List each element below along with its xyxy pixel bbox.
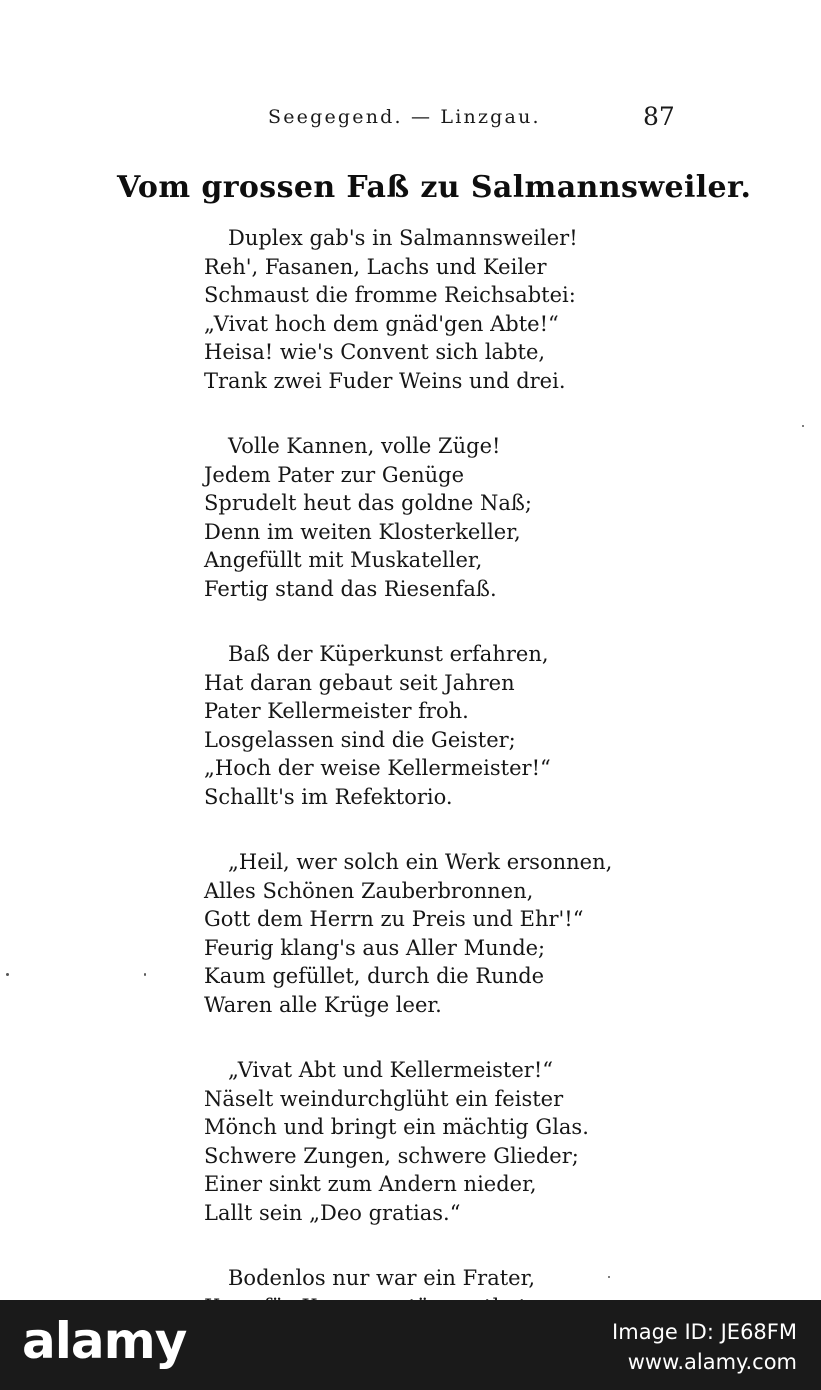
print-speck — [802, 425, 804, 427]
verse-line: Jedem Pater zur Genüge — [204, 462, 465, 487]
verse-line: Denn im weiten Klosterkeller, — [204, 519, 521, 544]
verse-line: Schwere Zungen, schwere Glieder; — [204, 1143, 579, 1168]
verse-line: Angefüllt mit Muskateller, — [204, 548, 483, 572]
stanza — [204, 1056, 624, 1227]
verse-line: Näselt weindurchglüht ein feister — [204, 1086, 564, 1111]
verse-line: Trank zwei Fuder Weins und drei. — [204, 368, 566, 393]
running-head: Seegegend. — Linzgau. — [268, 106, 541, 128]
verse-line: Lallt sein „Deo gratias.“ — [204, 1200, 461, 1225]
poem-body — [204, 224, 624, 1358]
verse-line: „Heil, wer solch ein Werk ersonnen, — [228, 850, 613, 874]
print-speck — [144, 973, 146, 976]
watermark-bar — [0, 1300, 821, 1390]
verse-line: Bodenlos nur war ein Frater, — [228, 1266, 536, 1290]
verse-line: Duplex gab's in Salmannsweiler! — [228, 226, 578, 250]
stock-logo: alamy — [22, 1312, 187, 1370]
verse-line: Baß der Küperkunst erfahren, — [228, 642, 549, 666]
stanza — [204, 432, 624, 603]
verse-line: Hat daran gebaut seit Jahren — [204, 670, 515, 695]
verse-line: Waren alle Krüge leer. — [204, 992, 442, 1017]
print-speck — [6, 973, 9, 976]
verse-line: Mönch und bringt ein mächtig Glas. — [204, 1115, 589, 1139]
verse-line: Alles Schönen Zauberbronnen, — [204, 878, 534, 903]
verse-line: „Hoch der weise Kellermeister!“ — [204, 756, 551, 780]
verse-line: Losgelassen sind die Geister; — [204, 727, 516, 752]
verse-line: „Vivat hoch dem gnäd'gen Abte!“ — [204, 311, 559, 336]
verse-line: Kaum gefüllet, durch die Runde — [204, 964, 545, 988]
stock-url: www.alamy.com — [627, 1350, 797, 1374]
verse-line: „Vivat Abt und Kellermeister!“ — [228, 1058, 553, 1082]
verse-line: Fertig stand das Riesenfaß. — [204, 576, 497, 601]
stanza — [204, 848, 624, 1019]
verse-line: Heisa! wie's Convent sich labte, — [204, 340, 546, 364]
print-speck — [608, 1276, 610, 1278]
verse-line: Pater Kellermeister froh. — [204, 699, 469, 723]
verse-line: Feurig klang's aus Aller Munde; — [204, 935, 546, 960]
page-number: 87 — [643, 102, 675, 131]
verse-line: Schmaust die fromme Reichsabtei: — [204, 283, 576, 307]
verse-line: Sprudelt heut das goldne Naß; — [204, 491, 532, 515]
stanza — [204, 224, 624, 395]
verse-line: Reh', Fasanen, Lachs und Keiler — [204, 254, 547, 279]
verse-line: Einer sinkt zum Andern nieder, — [204, 1172, 537, 1196]
image-id-label: Image ID: JE68FM — [612, 1320, 797, 1344]
verse-line: Volle Kannen, volle Züge! — [228, 434, 501, 458]
stanza — [204, 640, 624, 811]
verse-line: Schallt's im Refektorio. — [204, 784, 453, 809]
poem-title: Vom grossen Faß zu Salmannsweiler. — [117, 170, 752, 205]
verse-line: Gott dem Herrn zu Preis und Ehr'!“ — [204, 907, 584, 931]
